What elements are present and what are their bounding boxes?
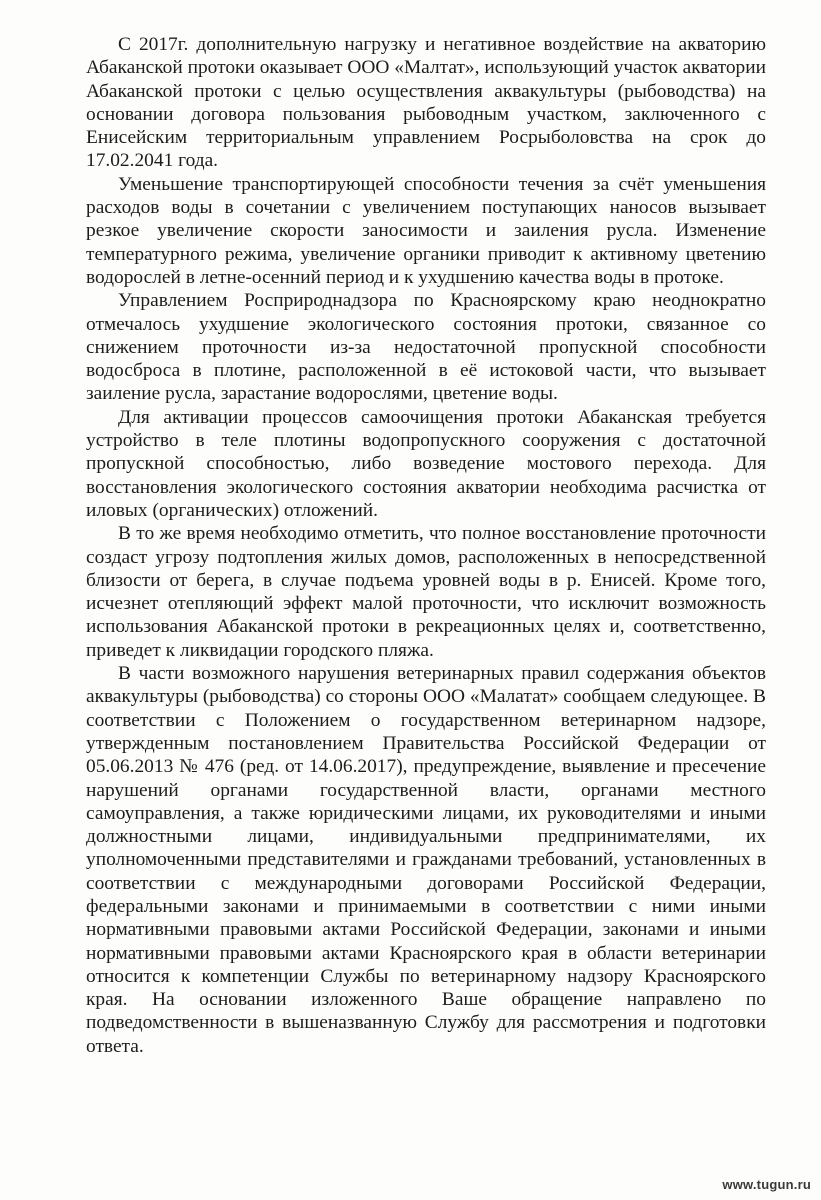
document-body bbox=[86, 33, 766, 1058]
paragraph-malatat-impact: С 2017г. дополнительную нагрузку и негативное воздействие на акваторию Абаканской протоки оказывает ООО «Малтат», использующий участок акватории Абаканской протоки с целью осуществления аквакультуры (рыбоводства) на основании договора пользования рыбоводным участком, заключенного с Енисейским территориальным управлением Росрыболовства на срок до 17.02.2041 года. bbox=[86, 34, 766, 172]
paragraph-flow-reduction: Уменьшение транспортирующей способности течения за счёт уменьшения расходов воды в сочетании с увеличением поступающих наносов вызывает резкое увеличение скорости заносимости и заиления русла. Изменение температурного режима, увеличение органики приводит к активному цветению водорослей в летне-осенний период и к ухудшению качества воды в протоке. bbox=[86, 173, 766, 288]
paragraph-self-cleaning: Для активации процессов самоочищения протоки Абаканская требуется устройство в теле плотины водопропускного сооружения с достаточной пропускной способностью, либо возведение мостового перехода. Для восстановления экологического состояния акватории необходима расчистка от иловых (органических) отложений. bbox=[86, 406, 766, 521]
paragraph-flooding-risk: В то же время необходимо отметить, что полное восстановление проточности создаст угрозу подтопления жилых домов, расположенных в непосредственной близости от берега, в случае подъема уровней воды в р. Енисей. Кроме того, исчезнет отепляющий эффект малой проточности, что исключит возможность использования Абаканской протоки в рекреационных целях и, соответственно, приведет к ликвидации городского пляжа. bbox=[86, 523, 766, 661]
paragraph-veterinary-supervision: В части возможного нарушения ветеринарных правил содержания объектов аквакультуры (рыбоводства) со стороны ООО «Малатат» сообщаем следующее. В соответствии с Положением о государственном ветеринарном надзоре, утвержденным постановлением Правительства Российской Федерации от 05.06.2013 № 476 (ред. от 14.06.2017), предупреждение, выявление и пресечение нарушений органами государственной власти, органами местного самоуправления, а также юридическими лицами, их руководителями и иными должностными лицами, индивидуальными предпринимателями, их уполномоченными представителями и гражданами требований, установленных в соответствии с международными договорами Российской Федерации, федеральными законами и принимаемыми в соответствии с ними иными нормативными правовыми актами Российской Федерации, законами и иными нормативными правовыми актами Красноярского края в области ветеринарии относится к компетенции Службы по ветеринарному надзору Красноярского края. На основании изложенного Ваше обращение направлено по подведомственности в вышеназванную Службу для рассмотрения и подготовки ответа. bbox=[86, 663, 766, 1057]
site-watermark: www.tugun.ru bbox=[722, 1177, 811, 1192]
paragraph-rosprirodnadzor: Управлением Росприроднадзора по Красноярскому краю неоднократно отмечалось ухудшение экологического состояния протоки, связанное со снижением проточности из-за недостаточной пропускной способности водосброса в плотине, расположенной в её истоковой части, что вызывает заиление русла, зарастание водорослями, цветение воды. bbox=[86, 290, 766, 405]
